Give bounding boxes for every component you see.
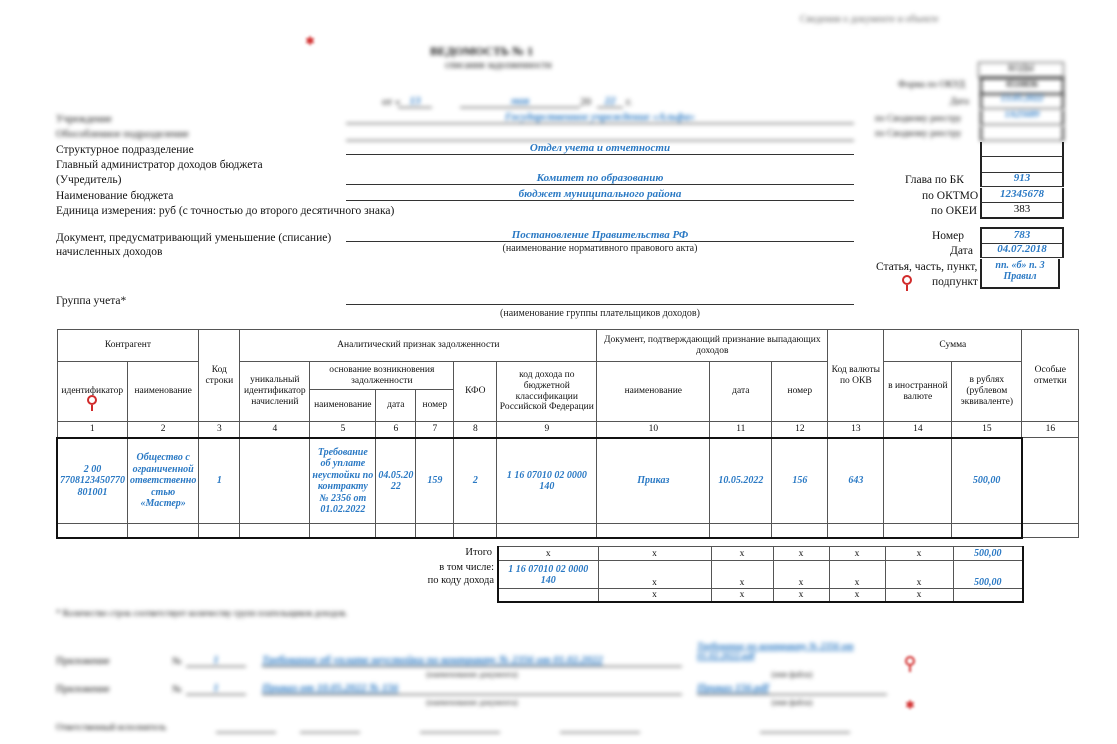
- total-cell: x: [598, 561, 711, 589]
- glava-value[interactable]: 913: [980, 172, 1064, 187]
- attachment-file-1[interactable]: Требование по контракту № 2356 от 01.02.2022.pdf: [697, 642, 854, 662]
- col-number: 11: [710, 422, 772, 438]
- date-day[interactable]: 13: [398, 95, 432, 108]
- cell-empty[interactable]: [240, 524, 310, 538]
- attachment-num-2[interactable]: 1: [186, 682, 246, 695]
- total-cell: x: [598, 547, 711, 561]
- date-month[interactable]: мая: [460, 95, 580, 108]
- group-line[interactable]: [346, 304, 854, 305]
- glava-label: Глава по БК: [905, 174, 964, 186]
- unit-label: Единица измерения: руб (с точностью до второго десятичного знака): [56, 205, 395, 217]
- totals-table: [497, 546, 1024, 603]
- institution-value[interactable]: Государственное учреждение «Альфа»: [346, 111, 854, 124]
- total-cell: x: [885, 589, 953, 602]
- document-label-line1: Документ, предусматривающий уменьшение (списание): [56, 232, 332, 244]
- col-number: 14: [884, 422, 952, 438]
- cell-empty[interactable]: [828, 524, 884, 538]
- year-prefix: 20: [580, 96, 591, 108]
- oktmo-value[interactable]: 12345678: [980, 188, 1064, 203]
- col-number: 13: [828, 422, 884, 438]
- total-sum[interactable]: 500,00: [953, 547, 1023, 561]
- total-cell: x: [773, 561, 829, 589]
- total-cell: x: [829, 589, 885, 602]
- attachment-caption-1: (наименование документа): [426, 670, 518, 679]
- oktmo-label: по ОКТМО: [922, 190, 979, 202]
- main-table: [56, 329, 1079, 539]
- th-osn-data: дата: [376, 390, 416, 422]
- table-row: [57, 438, 1079, 524]
- attachment-num-prefix: №: [172, 684, 182, 695]
- statya-value-line2: Правил: [1003, 271, 1037, 282]
- th-summa: Сумма: [884, 330, 1022, 362]
- statya-label-line2: подпункт: [932, 276, 978, 288]
- institution-label: Учреждение: [56, 114, 112, 125]
- chief-admin-label: Главный администратор доходов бюджета: [56, 159, 263, 171]
- cell-osn-nomer[interactable]: 159: [416, 438, 454, 524]
- th-v-rublyah: в рублях (рублевом эквиваленте): [952, 362, 1022, 422]
- cell-osobye[interactable]: [1022, 438, 1079, 524]
- col-number: 9: [497, 422, 597, 438]
- attachment-file-caption-2: (имя файла): [771, 698, 813, 707]
- attachment-num-prefix: №: [172, 656, 182, 667]
- total-cell: x: [711, 589, 773, 602]
- cell-name[interactable]: Общество с ограниченной ответственно стью «Мастер»: [128, 438, 199, 524]
- v-tom-chisle-label: в том числе:: [439, 562, 494, 573]
- col-number: 6: [376, 422, 416, 438]
- th-dokument: Документ, подтверждающий признание выпадающих доходов: [597, 330, 828, 362]
- total-cell-empty[interactable]: [953, 589, 1023, 602]
- th-identifikator-text: идентификатор: [61, 386, 124, 397]
- cell-empty[interactable]: [416, 524, 454, 538]
- budget-name-value[interactable]: бюджет муниципального района: [346, 188, 854, 201]
- cell-empty[interactable]: [710, 524, 772, 538]
- col-number: 4: [240, 422, 310, 438]
- attachment-label-1: Приложение: [56, 656, 110, 667]
- structural-value[interactable]: Отдел учета и отчетности: [346, 142, 854, 155]
- cell-rub[interactable]: 500,00: [952, 438, 1022, 524]
- location-pin-icon: [905, 656, 915, 666]
- page-title: ВЕДОМОСТЬ № 1: [430, 44, 534, 58]
- total-cell: x: [829, 547, 885, 561]
- total-cell: x: [711, 561, 773, 589]
- reestr2-label: по Сводному реестру: [875, 129, 962, 139]
- th-identifikator: [57, 362, 128, 422]
- total-cell: x: [773, 547, 829, 561]
- attachment-file-2[interactable]: Приказ 156.pdf: [697, 682, 887, 695]
- col-number: 12: [772, 422, 828, 438]
- year-suffix: г.: [626, 96, 633, 108]
- th-osobye: Особые отметки: [1022, 330, 1079, 422]
- total-cell: x: [885, 561, 953, 589]
- responsible-label: Ответственный исполнитель: [56, 722, 167, 732]
- attachment-num-1[interactable]: 1: [186, 654, 246, 667]
- cell-unik[interactable]: [240, 438, 310, 524]
- col-number: 10: [597, 422, 710, 438]
- th-osnovanie: основание возникновения задолженности: [310, 362, 454, 390]
- column-numbers-row: [57, 422, 1079, 438]
- okud-label: Форма по ОКУД: [898, 80, 965, 90]
- th-kod-dohoda: код дохода по бюджетной классификации Российской Федерации: [497, 362, 597, 422]
- col-number: 8: [454, 422, 497, 438]
- col-number: 2: [128, 422, 199, 438]
- th-v-inostr: в иностранной валюте: [884, 362, 952, 422]
- total-kod[interactable]: 1 16 07010 02 0000 140: [498, 561, 598, 589]
- footnote: * Количество строк соответствует количеству групп плательщиков доходов.: [56, 608, 348, 618]
- th-analitich: Аналитический признак задолженности: [240, 330, 597, 362]
- okud-value[interactable]: 0510836: [980, 77, 1064, 95]
- budget-name-label: Наименование бюджета: [56, 190, 174, 202]
- cell-dok-data[interactable]: 10.05.2022: [710, 438, 772, 524]
- okei-value[interactable]: 383: [980, 203, 1064, 219]
- total-cell: x: [829, 561, 885, 589]
- nomer-value[interactable]: 783: [980, 227, 1064, 244]
- th-dok-data: дата: [710, 362, 772, 422]
- statya-box[interactable]: [980, 259, 1060, 289]
- data-label: Дата: [950, 245, 973, 257]
- th-kod-stroki: Код строки: [199, 330, 240, 422]
- cell-empty[interactable]: [884, 524, 952, 538]
- top-right-note: Сведения о документе и объекте: [800, 14, 939, 25]
- table-row-empty: [57, 524, 1079, 538]
- cell-empty[interactable]: [454, 524, 497, 538]
- statya-label-line1: Статья, часть, пункт,: [876, 261, 978, 273]
- total-cell: x: [773, 589, 829, 602]
- th-dok-nomer: номер: [772, 362, 828, 422]
- cell-valyuta[interactable]: 643: [828, 438, 884, 524]
- signature-line-3[interactable]: [420, 732, 500, 733]
- signature-line-1[interactable]: [216, 732, 276, 733]
- group-label: Группа учета*: [56, 295, 127, 307]
- date-year[interactable]: 22: [597, 95, 623, 108]
- cell-empty[interactable]: [597, 524, 710, 538]
- cell-empty[interactable]: [497, 524, 597, 538]
- document-label-line2: начисленных доходов: [56, 246, 163, 258]
- th-osn-nomer: номер: [416, 390, 454, 422]
- attachment-file-caption-1: (имя файла): [771, 670, 813, 679]
- group-caption: (наименование группы плательщиков доходов): [500, 308, 700, 319]
- cell-empty[interactable]: [376, 524, 416, 538]
- okei-label: по ОКЕИ: [931, 205, 978, 217]
- col-number: 7: [416, 422, 454, 438]
- attachment-doc-1[interactable]: Требование об уплате неустойки по контракту № 2356 от 01.02.2022: [262, 654, 682, 667]
- th-kontragent: Контрагент: [57, 330, 199, 362]
- cell-kod-dohoda[interactable]: 1 16 07010 02 0000 140: [497, 438, 597, 524]
- document-value[interactable]: Постановление Правительства РФ: [346, 229, 854, 242]
- th-naimenovanie: наименование: [128, 362, 199, 422]
- signature-line-2[interactable]: [300, 732, 360, 733]
- division-label: Обособленное подразделение: [56, 129, 189, 140]
- required-marker-icon: ✱: [305, 34, 316, 48]
- cell-kfo[interactable]: 2: [454, 438, 497, 524]
- chief-admin-code[interactable]: [980, 157, 1064, 173]
- reestr1-label: по Сводному реестру: [875, 114, 962, 124]
- itogo-label: Итого: [465, 547, 492, 558]
- cell-empty[interactable]: [772, 524, 828, 538]
- th-unik: уникальный идентификатор начислений: [240, 362, 310, 422]
- th-kod-valyuty: Код валюты по ОКВ: [828, 330, 884, 422]
- cell-osn-data[interactable]: 04.05.20 22: [376, 438, 416, 524]
- codes-header: КОДЫ: [978, 62, 1064, 78]
- cell-empty[interactable]: [310, 524, 376, 538]
- col-number: 15: [952, 422, 1022, 438]
- attachment-label-2: Приложение: [56, 684, 110, 695]
- attachment-caption-2: (наименование документа): [426, 698, 518, 707]
- col-number: 16: [1022, 422, 1079, 438]
- date-prefix: от «: [382, 96, 401, 108]
- cell-empty[interactable]: [199, 524, 240, 538]
- col-number: 1: [57, 422, 128, 438]
- th-dok-naim: наименование: [597, 362, 710, 422]
- total-sum-kod[interactable]: 500,00: [953, 561, 1023, 589]
- cell-id[interactable]: 2 00 7708123450770 801001: [57, 438, 128, 524]
- date-value[interactable]: 13.05.2022: [980, 94, 1064, 109]
- date-label: Дата: [950, 97, 969, 107]
- signature-line-4[interactable]: [560, 732, 640, 733]
- structural-label: Структурное подразделение: [56, 144, 194, 156]
- cell-dok-naim[interactable]: Приказ: [597, 438, 710, 524]
- statya-value-line1: пп. «б» п. 3: [995, 260, 1045, 271]
- data-value[interactable]: 04.07.2018: [980, 243, 1064, 258]
- col-number: 3: [199, 422, 240, 438]
- reestr2-value[interactable]: [980, 126, 1064, 141]
- cell-osn-naim[interactable]: Требование об уплате неустойки по контракту № 2356 от 01.02.2022: [310, 438, 376, 524]
- cell-inostr[interactable]: [884, 438, 952, 524]
- col-number: 5: [310, 422, 376, 438]
- th-kfo: КФО: [454, 362, 497, 422]
- founder-label: (Учредитель): [56, 174, 122, 186]
- nomer-label: Номер: [932, 230, 964, 242]
- founder-value[interactable]: Комитет по образованию: [346, 172, 854, 185]
- structural-code[interactable]: [980, 142, 1064, 157]
- cell-empty[interactable]: [952, 524, 1022, 538]
- cell-empty[interactable]: [1022, 524, 1079, 538]
- reestr1-value[interactable]: 1A25689: [980, 110, 1064, 125]
- signature-line-5[interactable]: [760, 732, 850, 733]
- total-cell-empty[interactable]: [498, 589, 598, 602]
- required-marker-icon: ✱: [905, 698, 916, 712]
- location-pin-icon: [87, 395, 97, 405]
- po-kodu-label: по коду дохода: [427, 575, 494, 586]
- total-cell: x: [711, 547, 773, 561]
- total-cell: x: [598, 589, 711, 602]
- cell-empty[interactable]: [128, 524, 199, 538]
- total-cell: x: [885, 547, 953, 561]
- document-caption: (наименование нормативного правового акта): [502, 243, 698, 254]
- page-subtitle: списания задолженности: [445, 60, 552, 71]
- th-osn-naim: наименование: [310, 390, 376, 422]
- division-line: [346, 140, 854, 141]
- total-cell: x: [498, 547, 598, 561]
- cell-empty[interactable]: [57, 524, 128, 538]
- cell-dok-nomer[interactable]: 156: [772, 438, 828, 524]
- cell-kod[interactable]: 1: [199, 438, 240, 524]
- location-pin-icon: [902, 275, 912, 285]
- attachment-doc-2[interactable]: Приказ от 10.05.2022 № 156: [262, 682, 682, 695]
